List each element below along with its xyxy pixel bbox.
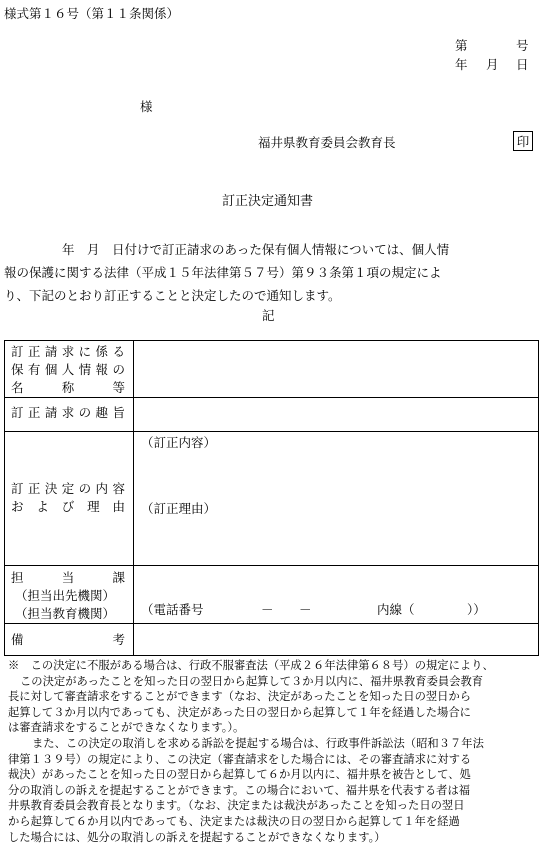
document-title: 訂正決定通知書 [222,194,314,209]
row-decision-label [11,480,125,516]
doc-number-suffix: 号 [516,38,529,53]
row-department-label-line-2: （担当出先機関） [15,588,116,603]
row-purpose-label: 訂 正 請 求 の 趣 旨 [11,405,125,420]
phone-dash-1: － [261,602,274,617]
extension-label: 内線（ [377,602,415,617]
form-number: 様式第１６号（第１１条関係） [4,6,180,21]
table-row-divider [5,623,538,624]
table-row-divider [5,397,538,398]
note-line: 裁決）があったことを知った日の翌日から起算して６か月以内に、福井県を被告として、処 [8,768,471,782]
details-table [4,340,539,656]
body-line-1: 年 月 日付けで訂正請求のあった保有個人情報については、個人情 [62,242,450,257]
note-line: ※ この決定に不服がある場合は、行政不服審査法（平成２６年法律第６８号）の規定により、 [8,659,494,672]
row-remarks-label: 備 考 [11,632,125,647]
note-line: 律第１３９号）の規定により、この決定（審査請求をした場合には、その審査請求に対する [8,752,472,766]
seal-label: 印 [516,134,530,149]
table-column-divider [133,341,134,655]
body-line-3: り、下記のとおり訂正することと決定したので通知します。 [4,288,341,303]
note-line: この決定があったことを知った日の翌日から起算して３か月以内に、福井県教育委員会教育 [20,674,484,688]
note-line: 分の取消しの訴えを提起することができます。この場合において、福井県を代表する者は福 [8,783,471,797]
seal-box [513,131,533,151]
row-department-label-line-3: （担当教育機関） [15,606,116,621]
date-month: 月 [486,57,499,72]
note-line: 長に対して審査請求をすることができます（なお、決定があったことを知った日の翌日から [8,690,472,704]
note-line: は審査請求をすることができなくなります。）。 [8,721,245,735]
body-line-2: 報の保護に関する法律（平成１５年法律第５７号）第９３条第１項の規定によ [4,265,442,280]
note-line: 井県教育委員会教育長となります。（なお、決定または裁決があったことを知った日の翌日 [8,799,465,813]
date-day: 日 [516,57,529,72]
row-decision-label-line-1: 訂 正 決 定 の 内 容 [11,481,125,496]
doc-number-prefix: 第 [455,38,468,53]
addressee-honorific: 様 [140,99,153,114]
extension-close: ）） [467,602,486,617]
phone-dash-2: － [299,602,312,617]
correction-reason-label: （訂正理由） [141,501,217,516]
phone-number-label: （電話番号 [141,602,204,617]
table-row-divider [5,565,538,566]
row-subject-label [11,343,125,397]
table-row-divider [5,431,538,432]
note-line: した場合には、処分の取消しの訴えを提起することができなくなります。） [8,830,386,844]
note-line: 起算して３か月以内であっても、決定があった日の翌日から起算して１年を経過した場合に [8,705,471,719]
note-line: また、この決定の取消しを求める訴訟を提起する場合は、行政事件訴訟法（昭和３７年法 [32,736,484,750]
date-year: 年 [455,57,468,72]
row-subject-label-line-2: 保 有 個 人 情 報 の [11,362,125,377]
correction-content-label: （訂正内容） [141,435,217,450]
row-department-label-line-1: 担 当 課 [11,570,125,585]
row-decision-label-line-2: お よ び 理 由 [11,499,125,514]
appeal-notice [8,658,538,845]
sender-name: 福井県教育委員会教育長 [258,135,396,150]
row-department-label [11,569,125,623]
ki-heading: 記 [262,308,275,323]
row-subject-label-line-1: 訂 正 請 求 に 係 る [11,344,125,359]
row-subject-label-line-3: 名 称 等 [11,380,125,395]
note-line: から起算して６か月以内であっても、決定または裁決の日の翌日から起算して１年を経過 [8,814,460,828]
